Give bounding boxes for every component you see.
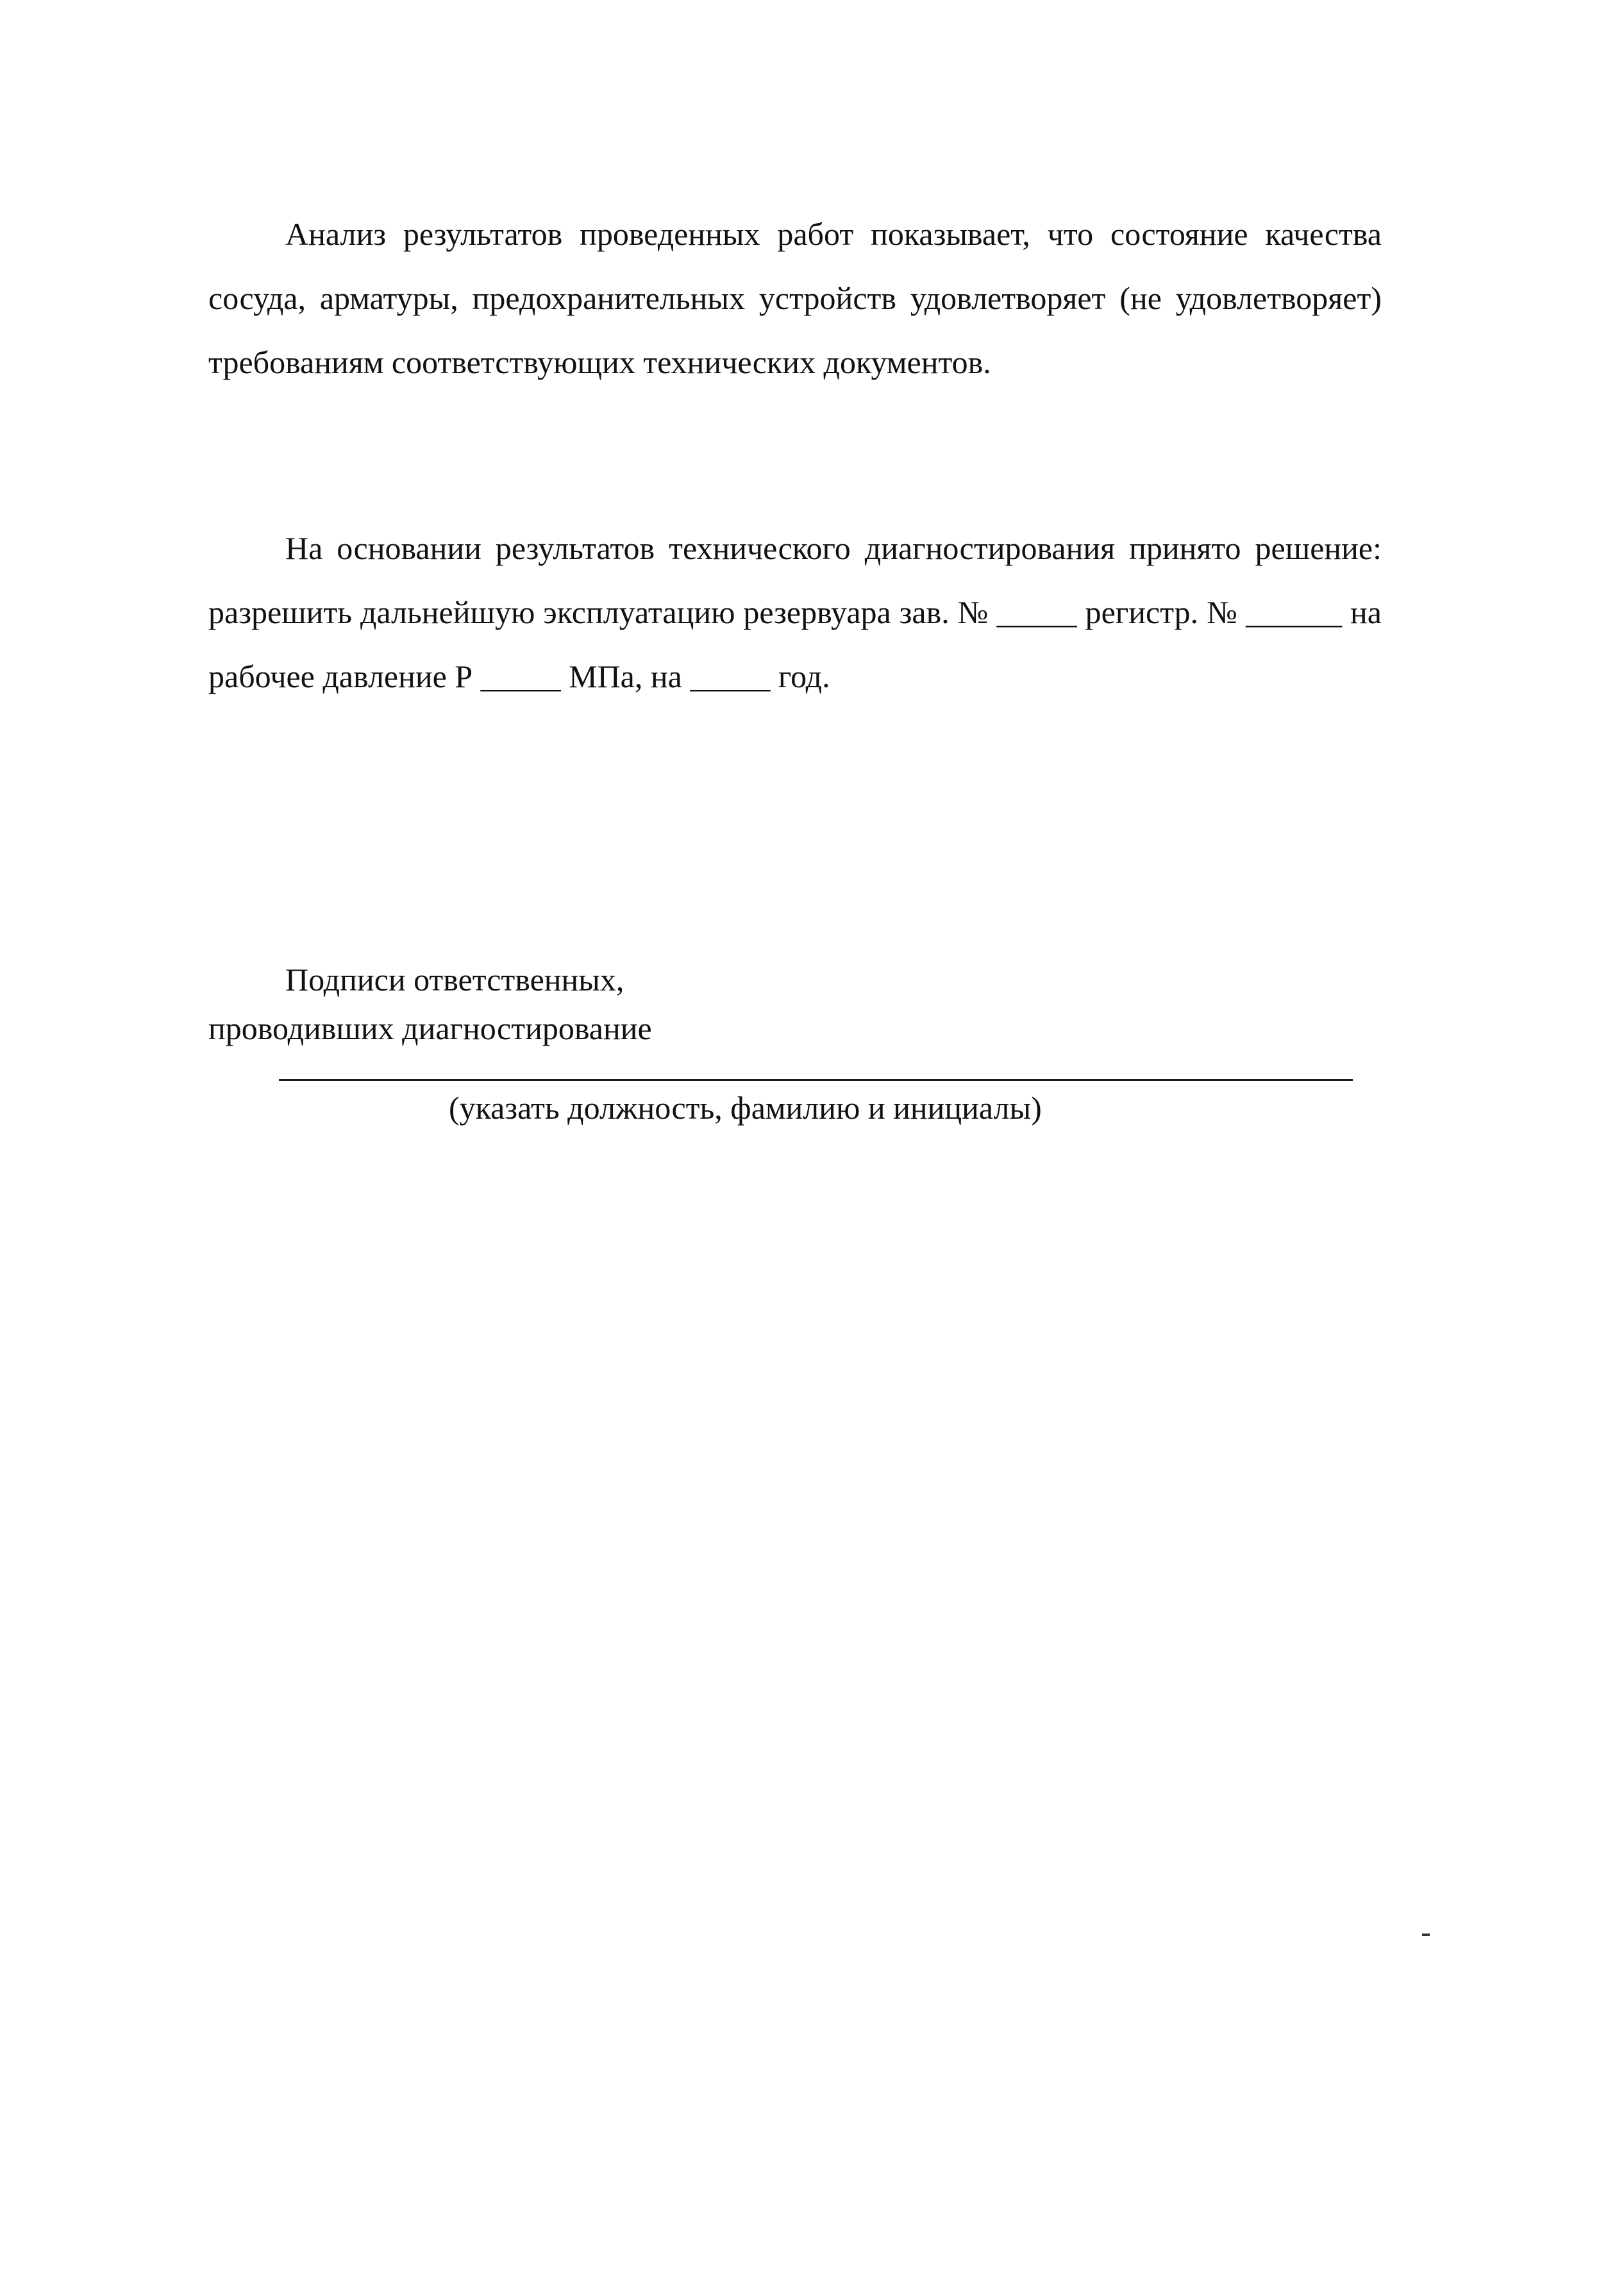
- decision-paragraph: На основании результатов технического диагностирования принято решение: разрешить дальнейшую эксплуатацию резервуара зав. № _____ регистр. № ______ на рабочее давление Р _____ МПа, на _____ год.: [208, 530, 1382, 694]
- signatures-label-line-2: проводивших диагностирование: [208, 1010, 652, 1046]
- analysis-paragraph: Анализ результатов проведенных работ показывает, что состояние качества сосуда, арматуры, предохранительных устройств удовлетворяет (не удовлетворяет) требованиям соответствующих технических документов.: [208, 216, 1382, 380]
- signatures-label-line-1: Подписи ответственных,: [285, 962, 624, 998]
- signature-caption: (указать должность, фамилию и инициалы): [449, 1090, 1042, 1126]
- signature-rule: [279, 1079, 1353, 1081]
- scan-speck: [1422, 1934, 1430, 1936]
